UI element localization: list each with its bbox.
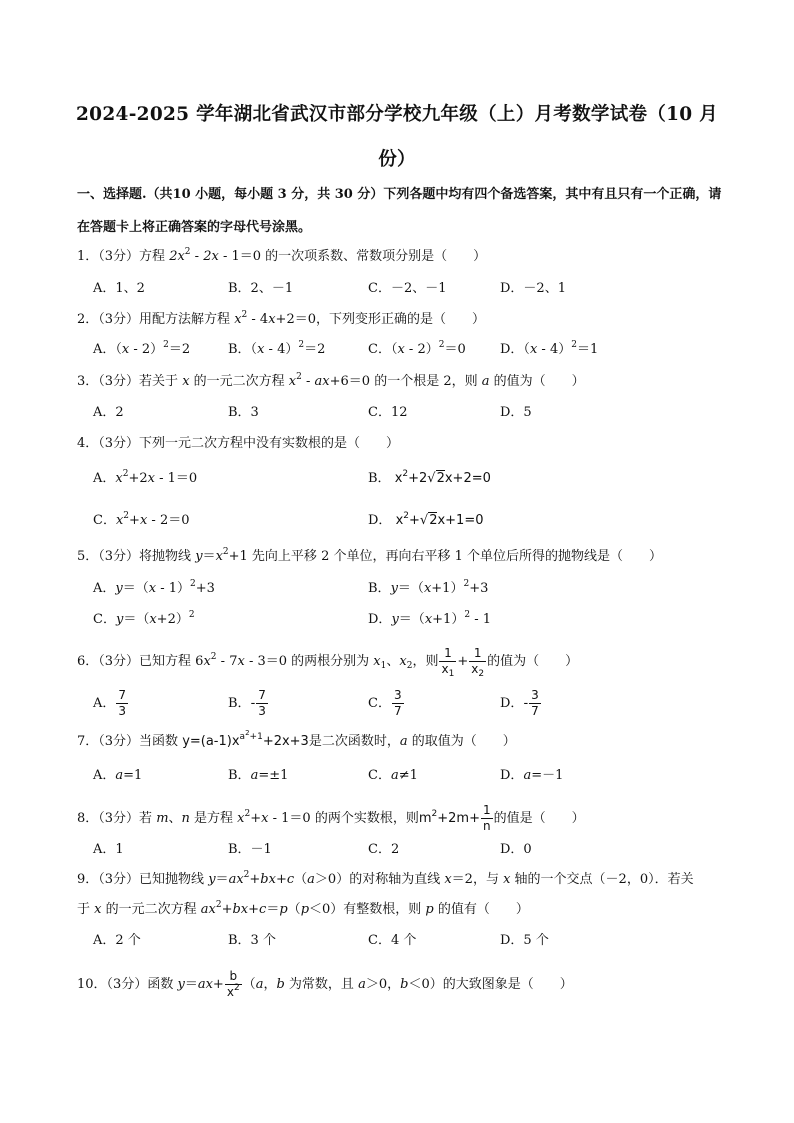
question-8: 8．（3分）若 m、n 是方程 $x^2+x - 1=0$ 的两个实数根，则$m^2+2m+$ $\frac{1}{n}$ 的值是（ ） bbox=[77, 803, 585, 833]
q6-option-d: D．- $\frac{3}{7}$ bbox=[500, 688, 539, 718]
q8-option-a: A．1 bbox=[93, 842, 124, 857]
q1-option-b: B．2、－1 bbox=[228, 281, 294, 296]
q4-option-a: A．$x^2+2x - 1=0$ bbox=[93, 469, 198, 486]
q9-option-c: C．4 个 bbox=[368, 933, 417, 948]
q3-option-d: D．5 bbox=[500, 405, 532, 420]
q3-option-b: B．3 bbox=[228, 405, 259, 420]
q5-option-d: D．$y=(x+1)^2 - 1$ bbox=[368, 610, 491, 627]
q7-option-d: D．a=－1 bbox=[500, 768, 564, 783]
q1-option-c: C．－2、－1 bbox=[368, 281, 447, 296]
question-9-line1: 9．（3分）已知抛物线 $y=ax^2+bx+c(a>0)$的对称轴为直线 x＝2，与 x 轴的一个交点（－2，0）．若关 bbox=[77, 870, 694, 887]
q8-option-c: C．2 bbox=[368, 842, 400, 857]
q5-option-a: A．y＝（x - 1）$^2$+3 bbox=[93, 579, 215, 596]
q6-option-b: B．- $\frac{7}{3}$ bbox=[228, 688, 266, 718]
question-2: 2．（3分）用配方法解方程 $x^2 - 4x+2=0$，下列变形正确的是（ ） bbox=[77, 310, 485, 327]
question-7: 7．（3分）当函数 $y=(a-1)x^{a^2+1}+2x+3$是二次函数时，a 的取值为（ ） bbox=[77, 729, 516, 749]
question-9-line2: 于 x 的一元二次方程 $ax^2+bx+c=p(p<0)$有整数根，则 p 的值有（ ） bbox=[77, 900, 529, 917]
section-heading: 一、选择题.（共10 小题，每小题 3 分，共 30 分）下列各题中均有四个备选答案，其中有且只有一个正确，请在答题卡上将正确答案的字母代号涂黑。 bbox=[77, 187, 722, 235]
exam-title-line1: 2024-2025 学年湖北省武汉市部分学校九年级（上）月考数学试卷（10 月 bbox=[76, 104, 718, 125]
question-5: 5．（3分）将抛物线 $y=x^2+1$ 先向上平移 2 个单位，再向右平移 1 个单位后所得的抛物线是（ ） bbox=[77, 547, 663, 564]
exam-title-line2: 份） bbox=[378, 149, 416, 170]
q2-option-c: C．（x - 2）$^2$＝0 bbox=[368, 340, 466, 357]
q3-option-a: A．2 bbox=[93, 405, 124, 420]
q3-option-c: C．12 bbox=[368, 405, 408, 420]
q7-option-a: A．a=1 bbox=[93, 768, 143, 783]
q6-option-a: A． $\frac{7}{3}$ bbox=[93, 688, 127, 718]
question-4: 4．（3分）下列一元二次方程中没有实数根的是（ ） bbox=[77, 436, 400, 451]
q7-option-c: C．a≠1 bbox=[368, 768, 418, 783]
q9-option-a: A．2 个 bbox=[93, 933, 141, 948]
q4-option-b: B． $x^2+2√2x+2=0$ bbox=[368, 469, 491, 486]
q9-option-b: B．3 个 bbox=[228, 933, 276, 948]
question-1: 1．（3分）方程 $2x^2 - 2x - 1=0$ 的一次项系数、常数项分别是（ ） bbox=[77, 247, 487, 264]
q1-option-a: A．1、2 bbox=[93, 281, 145, 296]
question-10: 10．（3分）函数 y＝ax+ $\frac{b}{x^2}$ （a，b 为常数，且 a＞0，b＜0）的大致图象是（ ） bbox=[77, 969, 573, 999]
q1-option-d: D．－2、1 bbox=[500, 281, 566, 296]
q8-option-b: B．－1 bbox=[228, 842, 272, 857]
q6-option-c: C． $\frac{3}{7}$ bbox=[368, 688, 402, 718]
q4-option-c: C．$x^2+x - 2=0$ bbox=[93, 511, 190, 528]
q5-option-b: B．$y=(x+1)^2+3$ bbox=[368, 579, 489, 596]
q4-option-d: D． $x^2+√2x+1=0$ bbox=[368, 511, 484, 528]
q8-option-d: D．0 bbox=[500, 842, 532, 857]
q9-option-d: D．5 个 bbox=[500, 933, 549, 948]
question-3: 3．（3分）若关于 x 的一元二次方程 $x^2 - ax+6=0$ 的一个根是 2，则 a 的值为（ ） bbox=[77, 372, 585, 389]
q2-option-d: D．（x - 4）$^2$＝1 bbox=[500, 340, 599, 357]
question-6: 6．（3分）已知方程 $6x^2 - 7x - 3=0$ 的两根分别为 $x_1$、$x_2$，则 $\frac{1}{x_1}$ + $\frac{1}{x_2}$ 的值为（ ） bbox=[77, 646, 579, 679]
q2-option-a: A．（x - 2）$^2$＝2 bbox=[93, 340, 191, 357]
q5-option-c: C．$y=(x+2)^2$ bbox=[93, 610, 195, 627]
q2-option-b: B．（x - 4）$^2$＝2 bbox=[228, 340, 326, 357]
q7-option-b: B．a=±1 bbox=[228, 768, 289, 783]
